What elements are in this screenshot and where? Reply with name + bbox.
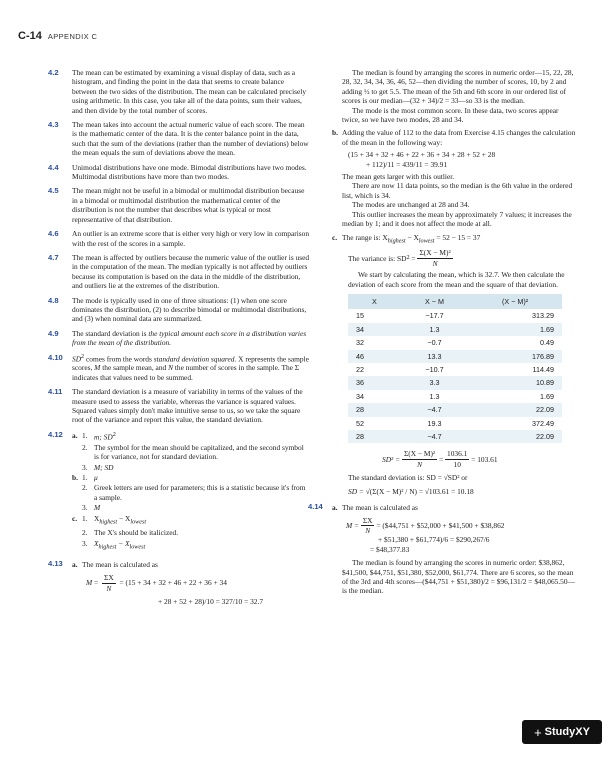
table-cell: 36 [348,376,401,389]
paragraph: The mean gets larger with this outlier. [342,172,455,182]
text-run: comes from the words [84,354,154,364]
symbol-x: − X [117,513,131,523]
fraction-bottom: N [365,525,371,535]
part-text: The mean is calculated as [82,559,158,569]
answer-text: Unimodal distributions have one mode. Bimodal distributions have two modes. Multimodal distributions have more than two modes. [72,162,307,182]
table-cell: 28 [348,430,401,443]
answer-text: The mean might not be useful in a bimodal or multimodal distribution because in a bimodal or multimodal distribution the mathematical center of the distribution is not the number that describes what is typical or most representative of that distribution. [72,186,305,224]
equation-line: + 112)/11 = 439/11 = 39.91 [366,159,448,169]
item-number: 1. [82,513,88,523]
part-a [72,560,310,569]
table-cell: 22.09 [468,403,562,416]
table-cell: 19.3 [427,418,442,428]
text-run: the number of scores in the sample. The Σ indicates that values need to be summed. [72,363,300,382]
fraction-bottom: N [417,459,423,469]
symbol-n: N [168,363,174,373]
item-number: 3. [82,462,88,472]
equals: = [92,578,101,588]
table-cell: 28 [348,403,401,416]
answer-4-8 [48,296,310,324]
part-a-item-2 [72,443,310,462]
answer-number: 4.14 [308,502,323,512]
answer-text: The mean takes into account the actual numeric value of each score. The mean is the mathematic center of the data. It is the center balance point in the data, such that the sum of the deviations (rather than the number of deviations) below the mean equals the sum of deviations above the mean. [72,120,309,158]
equals: = [437,454,446,464]
table-header-cell: (X − M)² [468,294,562,309]
table-row [348,336,562,349]
answer-text-emphasis: the typical amount each score in a distribution varies from the mean of the distribution. [72,328,307,348]
item-text: m; SD [94,432,113,442]
answer-text [72,353,310,383]
answer-number: 4.10 [48,352,63,362]
table-row [348,430,562,443]
symbol-m: M [94,363,101,373]
part-label: a. [332,503,338,513]
table-cell: 46 [348,350,401,363]
table-cell: 1.3 [401,323,468,336]
table-cell: −4.7 [401,403,468,416]
answer-number: 4.13 [48,558,63,568]
superscript: 2 [112,431,116,438]
table-cell: 34 [348,323,401,336]
table-cell: −17.7 [425,311,444,321]
sd-text: The standard deviation is: SD = √SD² or [348,473,468,483]
subscript: highest [98,544,117,551]
paragraph: There are now 11 data points, so the median is the 6th value in the ordered list, which is 34. [342,181,573,200]
section-title: APPENDIX C [47,32,98,41]
sd2-equation [382,449,578,469]
table-cell: 10.89 [468,376,562,389]
table-cell: −0.7 [427,338,442,348]
item-text: The symbol for the mean should be capitalized, and the second symbol is for variance, not for standard deviation. [94,442,304,462]
part-c-item-1 [72,514,310,528]
answer-4-9 [48,329,310,348]
table-cell: 52 [356,418,364,428]
part-a [332,503,578,512]
answer-number: 4.6 [48,229,59,239]
text-run: the sample mean, and [100,363,169,373]
answer-text [72,329,310,348]
table-cell: 0.49 [540,338,554,348]
part-b-item-3 [72,503,310,512]
answer-number: 4.8 [48,295,59,305]
table-row [348,376,562,389]
outlier-equation [348,150,578,169]
answer-text: The standard deviation is a measure of variability in terms of the values of the measure used to assess the variable, whereas the variance is squared values. Squared values simply don't make intuitive sense to us, so we take the square root of the variance and report this value, the standard deviation. [72,387,303,425]
answer-number: 4.7 [48,252,59,262]
part-label: b. [332,128,338,138]
table-cell: 22 [356,365,364,375]
equation-line: = (15 + 34 + 32 + 46 + 22 + 36 + 34 [117,578,227,588]
table-cell: 32 [356,338,364,348]
table-header-cell: X − M [401,294,468,309]
answer-text: The mode is typically used in one of three situations: (1) when one score dominates the distribution, (2) to describe bimodal or multimodal distributions, and (3) when nominal data are summarized. [72,295,307,324]
item-text: M; SD [94,462,114,472]
superscript: 2 [81,353,85,360]
answer-4-12 [48,430,310,554]
table-cell: −4.7 [401,430,468,443]
part-a-item-3 [72,463,310,472]
answer-text: An outlier is an extreme score that is either very high or very low in comparison with the rest of the scores in a sample. [72,229,310,248]
part-text: The mean is calculated as [342,503,418,513]
equation-line: = ($44,751 + $52,000 + $41,500 + $38,862 [374,520,505,530]
item-text: M [94,503,101,513]
right-column [308,68,578,601]
answer-number: 4.9 [48,328,59,338]
paragraph: We start by calculating the mean, which is 32.7. We then calculate the deviation of each score from the mean and the square of that deviation. [348,270,565,289]
answer-number: 4.4 [48,162,59,172]
median-paragraph: The median is found by arranging the scores in numeric order—15, 22, 28, 28, 32, 34, 34, 36, 46, 52—then dividing the number of scores, 10, by 2 and adding ½ to get 5.5. The mean of the 5th and 6th score in our ordered list of scores is our median—(32 + 34)/2 = 33—so 33 is the median. [342,68,574,106]
answer-4-5 [48,186,310,224]
part-c-item-3 [72,539,310,553]
answer-text: The mean is affected by outliers because the numeric value of the outlier is used in the computation of the mean. The median typically is not affected by outliers because its computation is based on the data in the middle of the distribution, and outliers lie at the extremes of the distribution. [72,252,310,291]
table-cell: −10.7 [425,365,444,375]
item-text: μ [94,472,98,482]
equals: = [409,253,418,263]
part-c [332,233,578,247]
table-row [348,417,562,430]
answer-4-3 [48,120,310,158]
table-header-cell: X [348,294,401,309]
symbol-sd: SD [72,354,82,364]
item-text: The X's should be italicized. [94,528,179,538]
answer-number: 4.3 [48,120,59,130]
table-row [348,363,562,376]
table-row [348,323,562,336]
text-emphasis: standard deviation squared. [153,354,237,364]
mode-paragraph: The mode is the most common score. In these data, two scores appear twice, so we have two modes, 28 and 34. [342,105,559,125]
range-text: − X [405,232,419,242]
answer-4-6 [48,229,310,248]
table-row [348,309,562,322]
studyxy-logo[interactable] [522,720,602,744]
median-paragraph: The median is found by arranging the scores in numeric order: $38,862, $41,500, $44,751, $51,380, $52,000, $61,774. There are 6 scores, so the mean of the 3rd and 4th scores—($44,751 + $51,380)/2 = $96,131/2 = $48,065.50—is the median. [342,558,575,596]
table-row [348,403,562,416]
part-a-item-1 [72,431,310,442]
fraction-top: ΣX [362,515,373,525]
range-text: = 52 − 15 = 37 [434,232,481,242]
item-number: 2. [82,483,88,493]
table-cell: 313.29 [532,311,554,321]
table-cell: 1.69 [540,391,554,401]
symbol-m: M [86,578,93,588]
answer-text-plain: The standard deviation is [72,328,149,338]
part-label: c. [332,232,338,242]
variance-equation [348,248,578,268]
answer-4-7 [48,253,310,291]
subscript: lowest [418,237,435,244]
sd-label: SD = [348,486,366,496]
symbol-m: M = [346,520,361,530]
table-cell: 15 [356,311,364,321]
plus-icon: + [534,724,542,740]
deviation-table [348,294,562,443]
part-label: b. [72,472,78,482]
symbol-x: X [94,538,99,548]
variance-label: The variance is: SD [348,253,407,263]
table-row [348,350,562,363]
answer-4-11 [48,387,310,425]
text-run: X represents the sample scores, [72,354,309,373]
item-number: 2. [82,528,88,538]
fraction-top: 1036.1 [447,449,468,459]
superscript: 2 [406,254,410,261]
subscript: lowest [129,544,146,551]
fraction-bottom: N [106,583,112,593]
answer-number: 4.11 [48,387,63,397]
table-cell: 114.49 [532,365,554,375]
left-column [48,68,310,611]
symbol-x: − X [116,538,130,548]
item-number: 1. [82,472,88,482]
item-number: 3. [82,503,88,513]
sd2-label: SD² = [382,454,402,464]
brand-name: StudyXY [544,726,590,738]
table-cell: 34 [356,391,364,401]
table-cell: 1.3 [429,391,440,401]
answer-4-13 [48,559,310,607]
part-label: a. [72,430,78,440]
root-expression: √(Σ(X − M)² / N) [365,486,417,496]
item-number: 2. [82,442,88,452]
result: = 103.61 [469,454,498,464]
answer-4-4 [48,163,310,182]
table-cell: 372.49 [532,418,554,428]
answer-4-2 [48,68,310,115]
fraction-top: ΣX [104,573,114,583]
part-b-item-1 [72,473,310,482]
page-number: C-14 [18,30,42,42]
answer-number: 4.5 [48,186,59,196]
part-label: c. [72,513,78,523]
part-b [332,128,578,147]
equation-line: (15 + 34 + 32 + 46 + 22 + 36 + 34 + 28 + 52 + 28 [348,150,496,160]
part-b-item-2 [72,483,310,502]
equation-continuation: + 28 + 52 + 28)/10 = 327/10 = 32.7 [158,596,264,606]
mean-equation [346,516,578,536]
fraction-bottom: N [432,258,438,268]
table-cell: 22.09 [468,430,562,443]
item-text: Greek letters are used for parameters; this is a statistic because it's from a sample. [94,483,306,502]
table-cell: 13.3 [401,350,468,363]
item-number: 1. [82,430,88,440]
subscript: highest [387,237,406,244]
answer-text: The mean can be estimated by examining a visual display of data, such as a histogram, and finding the point in the data that seems to create balance between the two sides of the distribution. The mean can be calculated precisely using arithmetic. In this case, you take all of the data points, sum their values, and then divide by the total number of scores. [72,68,307,115]
sd-equation [348,487,578,496]
paragraph: This outlier increases the mean by approximately 7 values; it increases the median by 1; and it does not affect the mode at all. [342,209,572,229]
fraction-top: Σ(X − M)² [419,248,451,258]
table-row [348,390,562,403]
fraction-top: Σ(X − M)² [403,449,436,459]
paragraph: The modes are unchanged at 28 and 34. [352,200,470,210]
table-cell: 1.69 [468,323,562,336]
part-c-item-2 [72,528,310,537]
equation-line: + $51,380 + $61,774)/6 = $290,267/6 [378,535,490,545]
item-number: 3. [82,538,88,548]
fraction-bottom: 10 [453,459,461,469]
range-text: The range is: X [342,232,388,242]
subscript: lowest [130,519,147,526]
answer-4-14 [308,502,578,596]
page-header [18,30,97,42]
result: = √103.61 = 10.18 [417,486,474,496]
subscript: highest [99,519,118,526]
answer-number: 4.12 [48,429,63,439]
answer-number: 4.2 [48,68,59,77]
table-cell: 176.89 [468,350,562,363]
table-cell: 3.3 [401,376,468,389]
part-label: a. [72,559,78,569]
symbol-x: X [94,513,100,523]
equation-line: = $48,377.83 [370,544,410,554]
answer-4-10 [48,353,310,383]
mean-equation [86,573,310,593]
part-text: Adding the value of 112 to the data from Exercise 4.15 changes the calculation of the mean in the following way: [342,128,576,147]
